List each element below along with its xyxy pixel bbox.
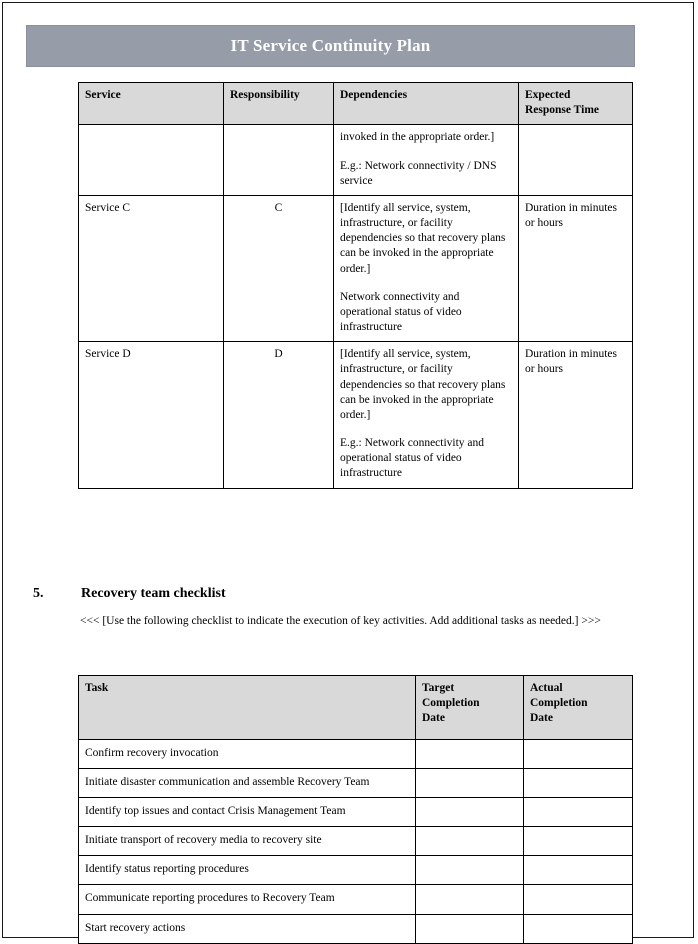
- cell-task: Initiate transport of recovery media to recovery site: [79, 827, 416, 856]
- table-row: [79, 739, 633, 768]
- column-header-service: Service: [79, 83, 224, 125]
- table-row: [79, 125, 633, 196]
- section-recovery-team-checklist: [33, 586, 643, 630]
- cell-task: Communicate reporting procedures to Recovery Team: [79, 885, 416, 914]
- target-header-line2: Completion: [422, 697, 480, 710]
- column-header-expected-line2: Response Time: [525, 104, 600, 117]
- cell-responsibility: D: [224, 342, 334, 488]
- cell-expected-response-time: Duration in minutes or hours: [519, 342, 633, 488]
- table-row: [79, 885, 633, 914]
- table-row: [79, 342, 633, 488]
- cell-target-completion-date[interactable]: [416, 827, 524, 856]
- cell-dependencies: [334, 195, 519, 341]
- table-row: [79, 797, 633, 826]
- dependencies-paragraph-2: Network connectivity and operational status of video infrastructure: [340, 290, 462, 334]
- cell-dependencies: [334, 342, 519, 488]
- cell-target-completion-date[interactable]: [416, 885, 524, 914]
- dependencies-paragraph-1: [Identify all service, system, infrastructure, or facility dependencies so that recovery plans can be invoked in the appropriate order.]: [340, 348, 506, 421]
- cell-dependencies: [334, 125, 519, 196]
- cell-target-completion-date[interactable]: [416, 739, 524, 768]
- document-page: [2, 2, 694, 938]
- cell-actual-completion-date[interactable]: [524, 914, 633, 943]
- cell-actual-completion-date[interactable]: [524, 827, 633, 856]
- table-row: [79, 914, 633, 943]
- cell-expected-response-time: [519, 125, 633, 196]
- cell-task: Identify status reporting procedures: [79, 856, 416, 885]
- actual-header-line1: Actual: [530, 682, 563, 694]
- cell-task: Start recovery actions: [79, 914, 416, 943]
- recovery-checklist-table: [78, 675, 633, 944]
- cell-service: Service C: [79, 195, 224, 341]
- cell-actual-completion-date[interactable]: [524, 768, 633, 797]
- cell-actual-completion-date[interactable]: [524, 885, 633, 914]
- column-header-responsibility: Responsibility: [224, 83, 334, 125]
- dependencies-paragraph-1: invoked in the appropriate order.]: [340, 131, 495, 144]
- actual-header-line3: Date: [530, 712, 553, 725]
- cell-responsibility: [224, 125, 334, 196]
- cell-target-completion-date[interactable]: [416, 914, 524, 943]
- cell-actual-completion-date[interactable]: [524, 797, 633, 826]
- service-dependency-table: [78, 82, 633, 489]
- cell-task: Confirm recovery invocation: [79, 739, 416, 768]
- cell-actual-completion-date[interactable]: [524, 739, 633, 768]
- cell-responsibility: C: [224, 195, 334, 341]
- section-title: Recovery team checklist: [81, 586, 226, 601]
- column-header-target-completion-date: [416, 676, 524, 740]
- column-header-expected-line1: Expected: [525, 89, 571, 101]
- cell-service: Service D: [79, 342, 224, 488]
- cell-target-completion-date[interactable]: [416, 856, 524, 885]
- table-row: [79, 856, 633, 885]
- table-row: [79, 195, 633, 341]
- column-header-expected-response-time: [519, 83, 633, 125]
- actual-header-line2: Completion: [530, 697, 588, 710]
- section-instruction-note: <<< [Use the following checklist to indicate the execution of key activities. Add additional tasks as needed.] >>>: [80, 615, 601, 627]
- cell-actual-completion-date[interactable]: [524, 856, 633, 885]
- section-number: 5.: [33, 586, 44, 601]
- dependencies-paragraph-2: E.g.: Network connectivity / DNS service: [340, 159, 497, 187]
- document-header-banner: [26, 25, 635, 67]
- column-header-task: Task: [79, 676, 416, 740]
- column-header-dependencies: Dependencies: [334, 83, 519, 125]
- table-row: [79, 768, 633, 797]
- column-header-actual-completion-date: [524, 676, 633, 740]
- table-row: [79, 827, 633, 856]
- cell-target-completion-date[interactable]: [416, 768, 524, 797]
- cell-task: Initiate disaster communication and assemble Recovery Team: [79, 768, 416, 797]
- cell-target-completion-date[interactable]: [416, 797, 524, 826]
- table-header-row: [79, 83, 633, 125]
- cell-task: Identify top issues and contact Crisis Management Team: [79, 797, 416, 826]
- dependencies-paragraph-1: [Identify all service, system, infrastructure, or facility dependencies so that recovery plans can be invoked in the appropriate order.]: [340, 201, 506, 275]
- cell-expected-response-time: Duration in minutes or hours: [519, 195, 633, 341]
- cell-service: [79, 125, 224, 196]
- target-header-line1: Target: [422, 682, 455, 694]
- table-header-row: [79, 676, 633, 740]
- dependencies-paragraph-2: E.g.: Network connectivity and operational status of video infrastructure: [340, 437, 485, 480]
- target-header-line3: Date: [422, 712, 445, 725]
- section-heading: [33, 586, 643, 602]
- page-title: IT Service Continuity Plan: [230, 36, 431, 55]
